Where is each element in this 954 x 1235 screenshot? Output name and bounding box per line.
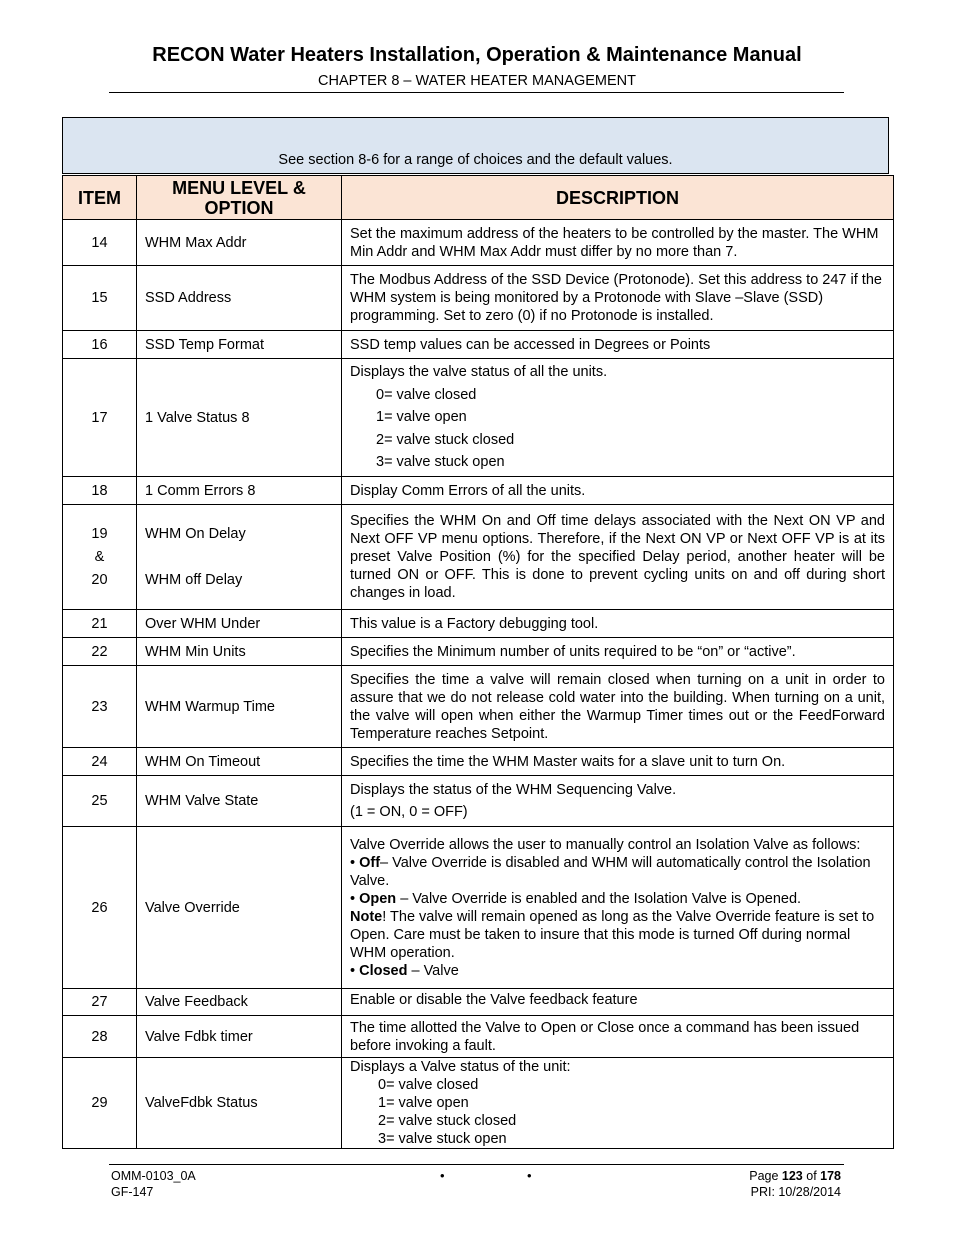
header-item: ITEM bbox=[63, 176, 137, 220]
item-number: 18 bbox=[63, 477, 137, 505]
info-box bbox=[62, 117, 889, 174]
item-number: 22 bbox=[63, 638, 137, 666]
list-item: 3= valve stuck open bbox=[376, 454, 505, 471]
description: Specifies the time a valve will remain closed when turning on a unit in order to assure that we do not release cold water into the building. When turning on a unit, the valve will open when either the Warmup Timer times out or the FeedForward Temperature reaches Setpoint. bbox=[342, 666, 894, 748]
menu-option bbox=[137, 505, 342, 610]
description: The Modbus Address of the SSD Device (Protonode). Set this address to 247 if the WHM system is being monitored by a Protonode with Slave –Slave (SSD) programming. Set to zero (0) if no Protonode is installed. bbox=[342, 266, 894, 331]
item-number-b: 20 bbox=[91, 571, 108, 588]
table-row bbox=[63, 776, 894, 827]
note-text: ! The valve will remain opened as long as the Valve Override feature is set to Open. Care must be taken to insure that this mode is turned Off during normal WHM operation. bbox=[350, 908, 875, 961]
table-row bbox=[63, 827, 894, 989]
open-text: – Valve Override is enabled and the Isolation Valve is Opened. bbox=[396, 890, 802, 907]
page-prefix: Page bbox=[749, 1169, 782, 1183]
off-label: Off bbox=[359, 854, 381, 871]
table-row bbox=[63, 266, 894, 331]
item-number: 16 bbox=[63, 331, 137, 359]
description: Specifies the Minimum number of units required to be “on” or “active”. bbox=[342, 638, 894, 666]
page-total: 178 bbox=[820, 1169, 841, 1183]
header-description: DESCRIPTION bbox=[342, 176, 894, 220]
info-text: See section 8-6 for a range of choices and the default values. bbox=[278, 152, 673, 168]
menu-option: Valve Fdbk timer bbox=[137, 1016, 342, 1058]
menu-option: WHM Valve State bbox=[137, 776, 342, 827]
header-menu bbox=[137, 176, 342, 220]
menu-option: 1 Valve Status 8 bbox=[137, 359, 342, 477]
footer-page-number bbox=[749, 1169, 841, 1183]
item-number: 25 bbox=[63, 776, 137, 827]
table-row bbox=[63, 505, 894, 610]
description: Display Comm Errors of all the units. bbox=[342, 477, 894, 505]
list-item: 2= valve stuck closed bbox=[378, 1113, 517, 1129]
description: The time allotted the Valve to Open or Close once a command has been issued before invoking a fault. bbox=[342, 1016, 894, 1058]
list-item: 1= valve open bbox=[378, 1095, 469, 1111]
header-rule bbox=[109, 92, 844, 93]
table-row bbox=[63, 638, 894, 666]
menu-option-b: WHM off Delay bbox=[145, 571, 243, 588]
table-row bbox=[63, 359, 894, 477]
table-row bbox=[63, 748, 894, 776]
item-number: 24 bbox=[63, 748, 137, 776]
closed-label: Closed bbox=[359, 962, 408, 979]
menu-option: SSD Address bbox=[137, 266, 342, 331]
footer-pri-date: PRI: 10/28/2014 bbox=[750, 1185, 841, 1199]
override-note bbox=[350, 908, 885, 962]
override-intro: Valve Override allows the user to manually control an Isolation Valve as follows: bbox=[350, 836, 861, 853]
description bbox=[342, 359, 894, 477]
menu-option: ValveFdbk Status bbox=[137, 1058, 342, 1149]
menu-options-table bbox=[62, 175, 894, 1149]
header-menu-line1: MENU LEVEL & bbox=[172, 177, 306, 198]
item-number: 17 bbox=[63, 359, 137, 477]
note-label: Note bbox=[350, 908, 383, 925]
override-off bbox=[350, 854, 885, 890]
document-title: RECON Water Heaters Installation, Operation & Maintenance Manual bbox=[152, 44, 802, 66]
table-row bbox=[63, 610, 894, 638]
item-number: 29 bbox=[63, 1058, 137, 1149]
item-number: 28 bbox=[63, 1016, 137, 1058]
menu-option: WHM On Timeout bbox=[137, 748, 342, 776]
page-of: of bbox=[802, 1169, 821, 1183]
item-ampersand: & bbox=[94, 548, 105, 565]
menu-option-a: WHM On Delay bbox=[145, 525, 246, 542]
description-line2: (1 = ON, 0 = OFF) bbox=[350, 804, 468, 820]
description: Specifies the time the WHM Master waits for a slave unit to turn On. bbox=[342, 748, 894, 776]
override-closed bbox=[350, 962, 885, 980]
description: Set the maximum address of the heaters to be controlled by the master. The WHM Min Addr and WHM Max Addr must differ by no more than 7. bbox=[342, 220, 894, 266]
item-number: 15 bbox=[63, 266, 137, 331]
description: Specifies the WHM On and Off time delays associated with the Next ON VP and Next OFF VP menu options. Therefore, if the Next ON VP or Next OFF VP is at its preset Valve Position (%) for the specified Delay period, another heater will be turned ON or OFF. This is done to prevent cycling units on and off during short changes in load. bbox=[342, 505, 894, 610]
table-row bbox=[63, 477, 894, 505]
table-row bbox=[63, 666, 894, 748]
bullet: • bbox=[350, 962, 356, 979]
footer-doc-number: OMM-0103_0A bbox=[111, 1169, 196, 1183]
list-item: 0= valve closed bbox=[378, 1077, 479, 1093]
bullet: • bbox=[350, 854, 356, 871]
bullet: • bbox=[350, 890, 356, 907]
menu-option: WHM Min Units bbox=[137, 638, 342, 666]
menu-option: WHM Warmup Time bbox=[137, 666, 342, 748]
chapter-subtitle: CHAPTER 8 – WATER HEATER MANAGEMENT bbox=[318, 73, 636, 89]
list-item: 3= valve stuck open bbox=[378, 1131, 507, 1147]
page-current: 123 bbox=[781, 1169, 803, 1183]
footer-bullet: • bbox=[440, 1168, 445, 1183]
override-open bbox=[350, 890, 885, 908]
item-number: 26 bbox=[63, 827, 137, 989]
description bbox=[342, 827, 894, 989]
off-text: – Valve Override is disabled and WHM will automatically control the Isolation Valve. bbox=[350, 854, 871, 889]
table-row bbox=[63, 989, 894, 1016]
footer-gf-number: GF-147 bbox=[111, 1185, 154, 1199]
header-menu-line2: OPTION bbox=[204, 197, 274, 218]
table-row bbox=[63, 331, 894, 359]
item-number: 21 bbox=[63, 610, 137, 638]
menu-option: Valve Feedback bbox=[137, 989, 342, 1016]
table-header-row bbox=[63, 176, 894, 220]
item-number-a: 19 bbox=[91, 525, 108, 542]
list-item: 0= valve closed bbox=[376, 386, 477, 403]
description: Enable or disable the Valve feedback feature bbox=[342, 989, 894, 1016]
menu-option: SSD Temp Format bbox=[137, 331, 342, 359]
menu-option: Over WHM Under bbox=[137, 610, 342, 638]
item-number: 27 bbox=[63, 989, 137, 1016]
list-item: 1= valve open bbox=[376, 409, 467, 426]
item-number: 23 bbox=[63, 666, 137, 748]
closed-text: – Valve bbox=[407, 962, 459, 979]
footer-rule bbox=[109, 1164, 844, 1165]
description: This value is a Factory debugging tool. bbox=[342, 610, 894, 638]
item-number bbox=[63, 505, 137, 610]
menu-option: WHM Max Addr bbox=[137, 220, 342, 266]
table-row bbox=[63, 220, 894, 266]
description-intro: Displays a Valve status of the unit: bbox=[350, 1059, 571, 1075]
menu-option: Valve Override bbox=[137, 827, 342, 989]
description: SSD temp values can be accessed in Degrees or Points bbox=[342, 331, 894, 359]
description bbox=[342, 1058, 894, 1149]
footer-bullet: • bbox=[527, 1168, 532, 1183]
list-item: 2= valve stuck closed bbox=[376, 431, 515, 448]
description-line1: Displays the status of the WHM Sequencing Valve. bbox=[350, 781, 677, 798]
open-label: Open bbox=[359, 890, 397, 907]
menu-option: 1 Comm Errors 8 bbox=[137, 477, 342, 505]
item-number: 14 bbox=[63, 220, 137, 266]
table-row bbox=[63, 1016, 894, 1058]
description-intro: Displays the valve status of all the units. bbox=[350, 364, 608, 381]
description bbox=[342, 776, 894, 827]
table-row bbox=[63, 1058, 894, 1149]
